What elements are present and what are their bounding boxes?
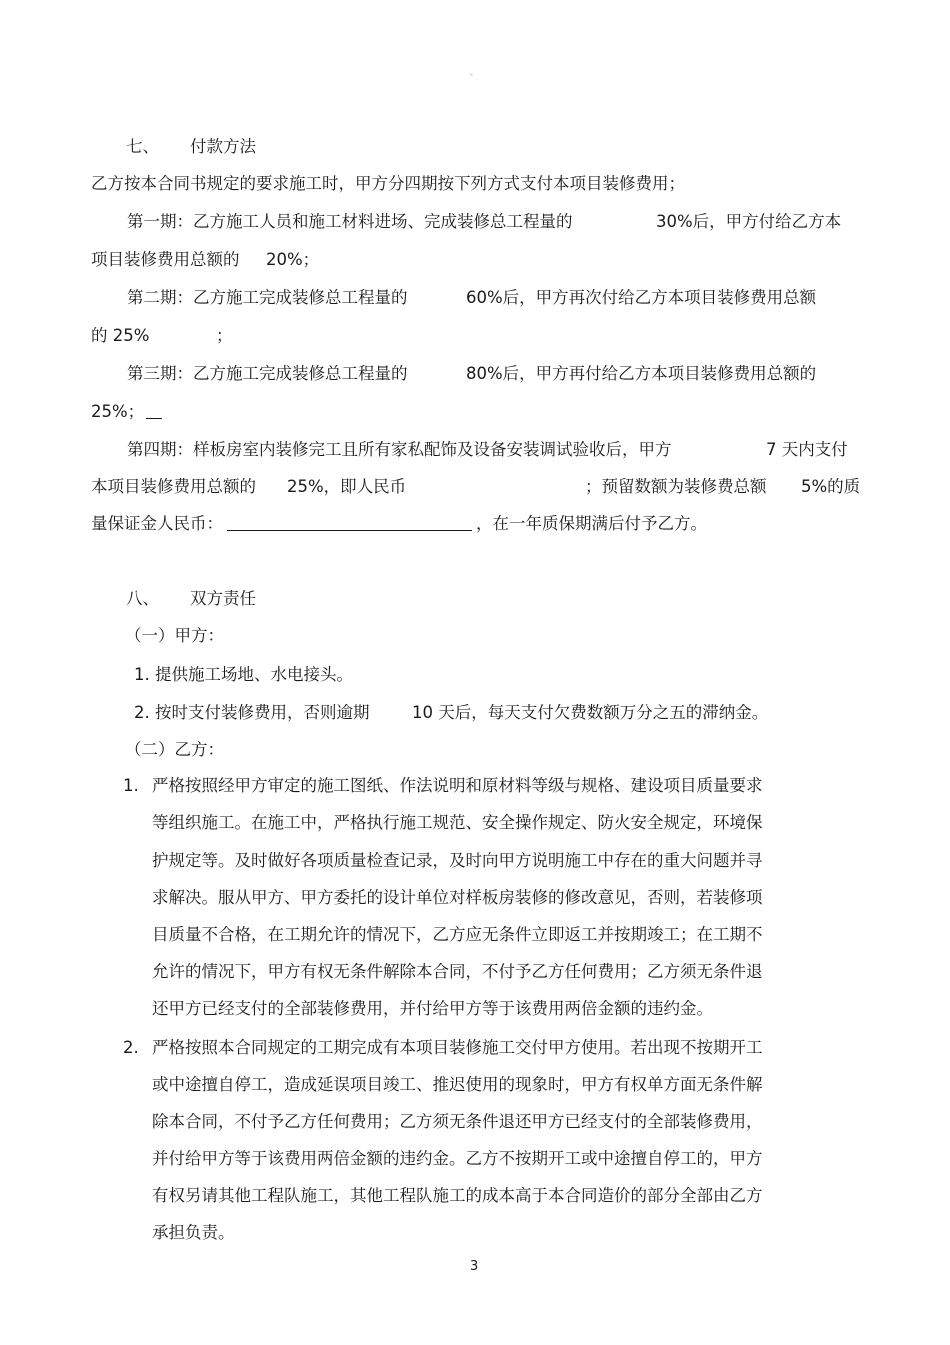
period3-amount: 25%；	[91, 402, 162, 422]
party-b-heading: （二）乙方：	[125, 740, 224, 759]
period4-text: 第四期：样板房室内装修完工且所有家私配饰及设备安装调试验收后，甲方	[127, 440, 672, 459]
party-b-item-2-line: 除本合同，不付予乙方任何费用；乙方须无条件退还甲方已经支付的全部装修费用，	[152, 1112, 763, 1131]
party-b-item-2-line: 并付给甲方等于该费用两倍金额的违约金。乙方不按期开工或中途擅自停工的，甲方	[152, 1149, 763, 1168]
deposit-blank-field	[227, 514, 472, 531]
period3-percent: 80%后，甲方再付给乙方本项目装修费用总额的	[466, 364, 817, 383]
period4-retention: ；预留数额为装修费总额	[585, 477, 767, 496]
period4-days: 7 天内支付	[766, 440, 848, 459]
period3-text: 第三期：乙方施工完成装修总工程量的	[127, 364, 408, 383]
party-b-item-1-line: 等组织施工。在施工中，严格执行施工规范、安全操作规定、防火安全规定，环境保	[152, 813, 763, 832]
party-a-heading: （一）甲方：	[125, 626, 224, 645]
period4-deposit: 量保证金人民币： ，在一年质保期满后付予乙方。	[91, 514, 707, 533]
period1-text: 第一期：乙方施工人员和施工材料进场、完成装修总工程量的	[127, 212, 573, 231]
period2-text: 第二期：乙方施工完成装修总工程量的	[127, 288, 408, 307]
party-b-item-1-line: 还甲方已经支付的全部装修费用，并付给甲方等于该费用两倍金额的违约金。	[152, 999, 713, 1018]
party-b-item-1-line: 目质量不合格，在工期允许的情况下，乙方应无条件立即返工并按期竣工；在工期不	[152, 925, 763, 944]
party-b-item-1-line: 允许的情况下，甲方有权无条件解除本合同，不付予乙方任何费用；乙方须无条件退	[152, 962, 763, 981]
party-b-item-2-number: 2.	[123, 1038, 139, 1057]
party-b-item-2-line: 严格按照本合同规定的工期完成有本项目装修施工交付甲方使用。若出现不按期开工	[152, 1038, 763, 1057]
period3-blank	[146, 402, 162, 419]
period1-amount: 20%；	[266, 250, 320, 269]
period4-amount: 25%，即人民币	[287, 477, 407, 496]
section8-title: 双方责任	[190, 589, 256, 608]
party-b-item-2-line: 承担负责。	[152, 1223, 235, 1242]
period1-percent: 30%后，甲方付给乙方本	[656, 212, 842, 231]
period4-retention-percent: 5%的质	[801, 477, 861, 496]
party-a-item-2-continued: 10 天后，每天支付欠费数额万分之五的滞纳金。	[412, 703, 769, 722]
header-mark: -	[470, 70, 473, 79]
section7-title: 付款方法	[190, 137, 256, 156]
period4-continued: 本项目装修费用总额的	[91, 477, 256, 496]
period2-amount: 的 25%	[91, 326, 150, 345]
section7-intro: 乙方按本合同书规定的要求施工时，甲方分四期按下列方式支付本项目装修费用；	[91, 174, 685, 193]
party-a-item-2: 2. 按时支付装修费用，否则逾期	[134, 703, 370, 722]
party-b-item-1-number: 1.	[123, 776, 139, 795]
party-b-item-2-line: 有权另请其他工程队施工，其他工程队施工的成本高于本合同造价的部分全部由乙方	[152, 1186, 763, 1205]
section8-number: 八、	[126, 589, 159, 608]
party-b-item-1-line: 严格按照经甲方审定的施工图纸、作法说明和原材料等级与规格、建设项目质量要求	[152, 776, 763, 795]
party-a-item-1: 1. 提供施工场地、水电接头。	[134, 665, 353, 684]
period1-continued: 项目装修费用总额的	[91, 250, 240, 269]
period2-percent: 60%后，甲方再次付给乙方本项目装修费用总额	[466, 288, 817, 307]
party-b-item-1-line: 护规定等。及时做好各项质量检查记录，及时向甲方说明施工中存在的重大问题并寻	[152, 851, 763, 870]
party-b-item-2-line: 或中途擅自停工，造成延误项目竣工、推迟使用的现象时，甲方有权单方面无条件解	[152, 1075, 763, 1094]
period2-punct: ；	[216, 326, 233, 345]
page-number: 3	[470, 1259, 479, 1274]
section7-number: 七、	[126, 137, 159, 156]
party-b-item-1-line: 求解决。服从甲方、甲方委托的设计单位对样板房装修的修改意见，否则，若装修项	[152, 888, 763, 907]
